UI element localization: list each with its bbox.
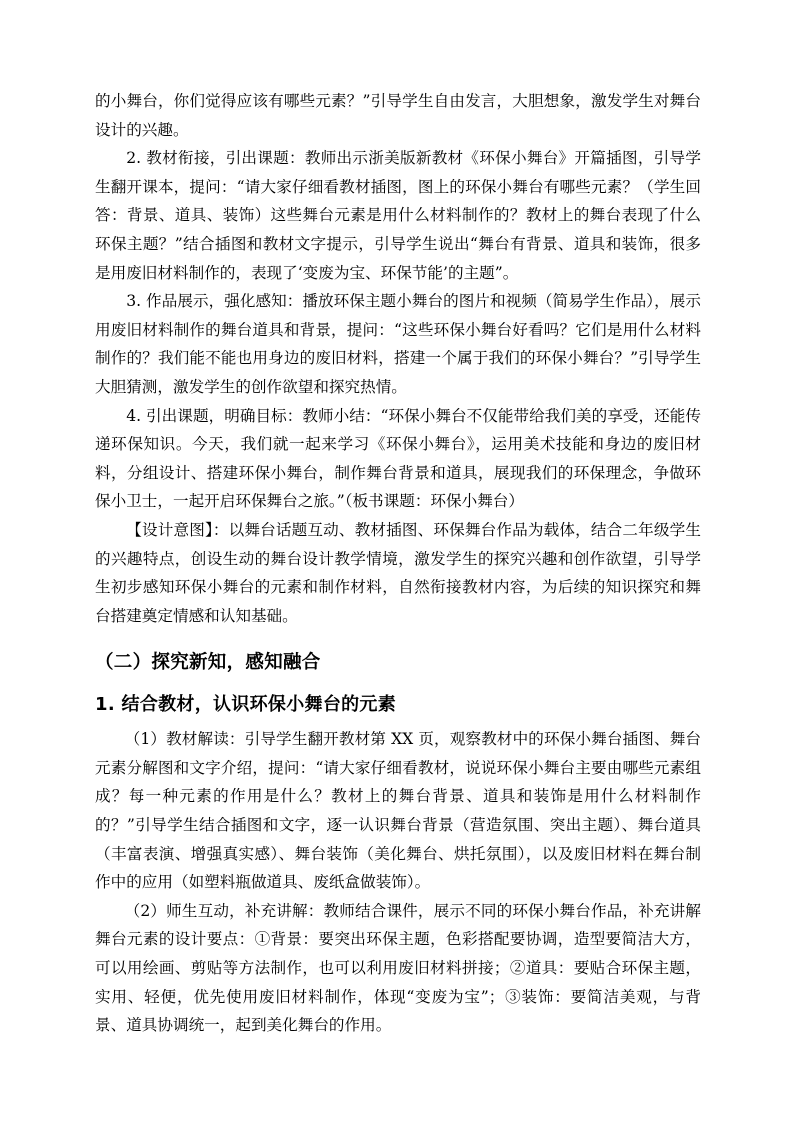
paragraph-design-intent: 【设计意图】：以舞台话题互动、教材插图、环保舞台作品为载体，结合二年级学生的兴趣特点，创设生动的舞台设计教学情境，激发学生的探究兴趣和创作欲望，引导学生初步感知环保小舞台的元素和制作材料，自然衔接教材内容，为后续的知识探究和舞台搭建奠定情感和认知基础。 xyxy=(95,520,701,625)
document-page xyxy=(95,87,701,1040)
subsection-heading-elements: 1. 结合教材，认识环保小舞台的元素 xyxy=(95,694,397,716)
paragraph-teacher-interaction: （2）师生互动，补充讲解：教师结合课件，展示不同的环保小舞台作品，补充讲解舞台元素的设计要点：①背景：要突出环保主题，色彩搭配要协调，造型要简洁大方，可以用绘画、剪贴等方法制作，也可以利用废旧材料拼接；②道具：要贴合环保主题，实用、轻便，优先使用废旧材料制作，体现“变废为宝”；③装饰：要简洁美观，与背景、道具协调统一，起到美化舞台的作用。 xyxy=(95,901,701,1035)
paragraph-step-3: 3. 作品展示，强化感知：播放环保主题小舞台的图片和视频（简易学生作品），展示用废旧材料制作的舞台道具和背景，提问：“这些环保小舞台好看吗？它们是用什么材料制作的？我们能不能也用身边的废旧材料，搭建一个属于我们的环保小舞台？”引导学生大胆猜测，激发学生的创作欲望和探究热情。 xyxy=(95,292,701,396)
paragraph-step-2: 2. 教材衔接，引出课题：教师出示浙美版新教材《环保小舞台》开篇插图，引导学生翻开课本，提问：“请大家仔细看教材插图，图上的环保小舞台有哪些元素？（学生回答：背景、道具、装饰）这些舞台元素是用什么材料制作的？教材上的舞台表现了什么环保主题？”结合插图和教材文字提示，引导学生说出“舞台有背景、道具和装饰，很多是用废旧材料制作的，表现了‘变废为宝、环保节能’的主题”。 xyxy=(95,149,701,282)
paragraph-step-4: 4. 引出课题，明确目标：教师小结：“环保小舞台不仅能带给我们美的享受，还能传递环保知识。今天，我们就一起来学习《环保小舞台》，运用美术技能和身边的废旧材料，分组设计、搭建环保小舞台，制作舞台背景和道具，展现我们的环保理念，争做环保小卫士，一起开启环保舞台之旅。”（板书课题：环保小舞台） xyxy=(95,406,701,511)
section-heading-explore: （二）探究新知，感知融合 xyxy=(95,652,321,674)
paragraph-intro-continuation: 的小舞台，你们觉得应该有哪些元素？”引导学生自由发言，大胆想象，激发学生对舞台设计的兴趣。 xyxy=(95,92,701,139)
paragraph-textbook-reading: （1）教材解读：引导学生翻开教材第 XX 页，观察教材中的环保小舞台插图、舞台元素分解图和文字介绍，提问：“请大家仔细看教材，说说环保小舞台主要由哪些元素组成？每一种元素的作用是什么？教材上的舞台背景、道具和装饰是用什么材料制作的？”引导学生结合插图和文字，逐一认识舞台背景（营造氛围、突出主题）、舞台道具（丰富表演、增强真实感）、舞台装饰（美化舞台、烘托氛围），以及废旧材料在舞台制作中的应用（如塑料瓶做道具、废纸盒做装饰）。 xyxy=(95,730,701,892)
